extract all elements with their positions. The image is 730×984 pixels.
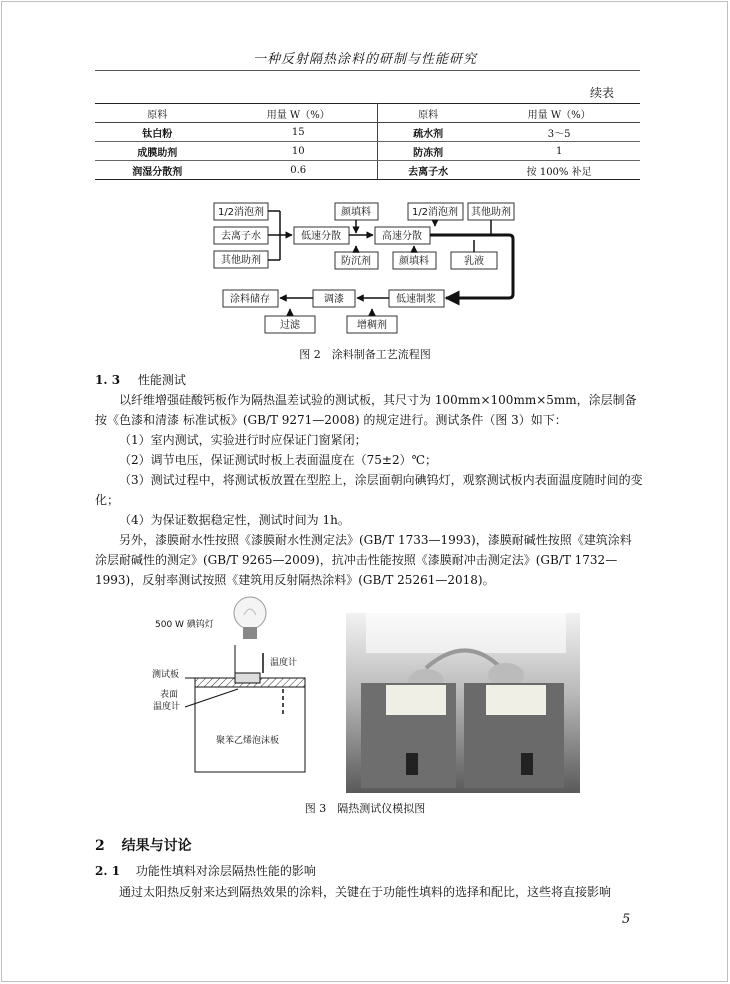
label-filler-2: 颜填料 [399,256,429,267]
label-other-1: 其他助剂 [221,255,261,266]
table-cell: 去离子水 [377,161,478,180]
table-header-cell: 用量 W（%） [219,104,377,123]
lamp-icon [234,597,266,639]
section-number: 2. 1 [95,864,121,878]
figure-2-caption: 图 2 涂料制备工艺流程图 [299,348,431,361]
section-number: 1. 3 [95,373,121,387]
table-cell: 0.6 [219,161,377,180]
paragraph-standards: 另外，漆膜耐水性按照《漆膜耐水性测定法》(GB/T 1733—1993)，漆膜耐碱性按照《建筑涂料 涂层耐碱性的测定》(GB/T 9265—2009)，抗冲击性能按照《漆膜耐冲击测定法》(GB/T 1732—1993)，反射率测试按照《建筑用反射隔热涂料》(GB/T 25261—2018)。 [95,533,632,587]
section-1-3-heading [95,371,186,388]
thermometer-label: 温度计 [270,658,298,668]
table-cell: 防冻剂 [377,142,478,161]
section-title: 性能测试 [137,373,186,387]
foam-label: 聚苯乙烯泡沫板 [216,736,280,746]
foam-box [195,687,305,772]
test-apparatus-photo [346,613,580,793]
label-emulsion: 乳液 [464,256,484,267]
test-condition-2: （2）调节电压，保证测试时板上表面温度在（75±2）℃； [119,453,438,467]
table-cell: 按 100% 补足 [478,161,640,180]
test-condition-4: （4）为保证数据稳定性，测试时间为 1h。 [119,513,350,527]
lamp-label: 500 W 碘钨灯 [155,620,214,630]
table-continued-label: 续表 [590,86,615,100]
table-cell: 15 [219,123,377,142]
paragraph-test-board: 以纤维增强硅酸钙板作为隔热温差试验的测试板，其尺寸为 100mm×100mm×5mm，涂层制备按《色漆和清漆 标准试板》(GB/T 9271—2008) 的规定进行。测试条件（图 3）如下： [95,393,637,427]
table-header-cell: 原料 [95,104,219,123]
section-title: 功能性填料对涂层隔热性能的影响 [135,864,316,878]
test-board-label: 测试板 [152,670,180,680]
process-flow-diagram [0,0,730,345]
table-cell: 1 [478,142,640,161]
surface-thermo-label-1: 表面 [160,690,179,700]
label-adjust: 调漆 [324,294,344,305]
label-defoamer-1: 1/2消泡剂 [217,207,265,218]
label-thickener: 增稠剂 [357,320,387,331]
table-cell: 钛白粉 [95,123,219,142]
table-header-cell: 用量 W（%） [478,104,640,123]
table-header-cell: 原料 [377,104,478,123]
table-cell: 润湿分散剂 [95,161,219,180]
running-title: 一种反射隔热涂料的研制与性能研究 [252,52,477,67]
label-filter: 过滤 [280,320,300,331]
label-low-dispersion: 低速分散 [301,231,341,242]
table-cell: 3～5 [478,123,640,142]
label-storage: 涂料储存 [230,294,270,305]
label-water: 去离子水 [221,231,261,242]
test-condition-3: （3）测试过程中，将测试板放置在型腔上，涂层面朝向碘钨灯，观察测试板内表面温度随时间的变化； [95,473,643,507]
figure-3-caption: 图 3 隔热测试仪模拟图 [304,802,426,815]
label-antisettle: 防沉剂 [341,256,371,267]
page-number: 5 [622,912,631,927]
test-condition-1: （1）室内测试，实验进行时应保证门窗紧闭； [119,433,367,447]
label-filler-1: 颜填料 [341,207,371,218]
label-low-slurry: 低速制浆 [396,294,436,305]
surface-thermo-label-2: 温度计 [153,702,181,712]
test-apparatus-schematic [150,585,340,790]
test-board [235,673,260,683]
table-cell: 10 [219,142,377,161]
table-cell: 成膜助剂 [95,142,219,161]
section-2-1-heading [95,862,316,879]
label-defoamer-2: 1/2消泡剂 [411,207,459,218]
section-title: 结果与讨论 [121,838,192,854]
section-2-heading [95,835,192,855]
table-cell: 疏水剂 [377,123,478,142]
label-other-2: 其他助剂 [471,207,511,218]
section-number: 2 [95,838,105,854]
paragraph-functional-filler: 通过太阳热反射来达到隔热效果的涂料，关键在于功能性填料的选择和配比，这些将直接影响 [119,885,612,899]
label-high-dispersion: 高速分散 [382,231,422,242]
